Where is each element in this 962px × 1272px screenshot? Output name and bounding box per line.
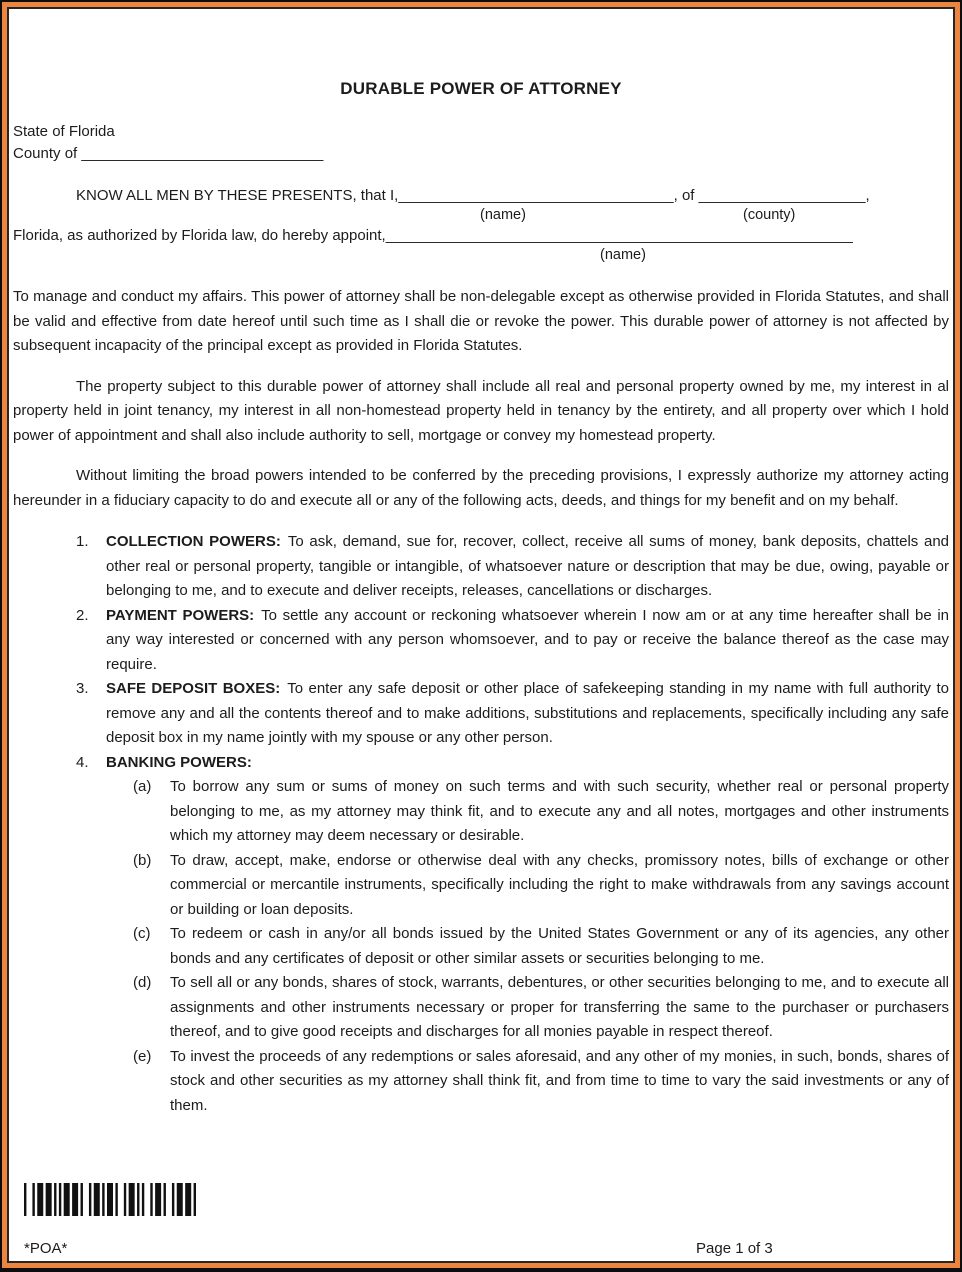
county-caption: (county) xyxy=(743,207,796,223)
page-footer xyxy=(13,1183,949,1258)
power-number: 4. xyxy=(76,753,89,771)
document-content xyxy=(9,78,953,1118)
subitem-marker: (c) xyxy=(133,925,151,942)
power-number: 2. xyxy=(76,606,89,624)
appointment-name-caption: (name) xyxy=(600,247,646,263)
banking-subitem-b xyxy=(13,849,949,923)
attorney-name-blank: ________________________________________________________ xyxy=(385,227,853,244)
caption-row-1 xyxy=(13,206,949,225)
power-heading: BANKING POWERS: xyxy=(106,753,252,771)
barcode xyxy=(24,1183,196,1216)
power-item-safe-deposit xyxy=(13,677,949,751)
subitem-marker: (a) xyxy=(133,778,152,795)
power-text: To settle any account or reckoning whatsoever wherein I now am or at any time hereafter shall be in any way interested or concerned with any person whomsoever, and to pay or receive the balance thereof as the case may require. xyxy=(106,606,949,673)
banking-subitem-d xyxy=(13,971,949,1045)
appointment-prefix: Florida, as authorized by Florida law, do hereby appoint, xyxy=(13,227,386,244)
salutation-line-end: , xyxy=(865,187,870,204)
paragraph-property-subject: The property subject to this durable power of attorney shall include all real and personal property owned by me, my interest in al property held in joint tenancy, my interest in all non-homestead property held in tenancy by the entirety, and all property over which I hold power of appointment and shall also include authority to sell, mortgage or convey my homestead property. xyxy=(13,377,949,444)
name-caption: (name) xyxy=(480,207,526,223)
principal-name-blank: _________________________________ xyxy=(398,187,674,204)
salutation-prefix: KNOW ALL MEN BY THESE PRESENTS, that I, xyxy=(76,187,399,204)
subitem-text: To invest the proceeds of any redemptions or sales aforesaid, and any other of my monies, in such, bonds, shares of stock and other securities as my attorney shall think fit, and from time to time to vary the said investments or any of them. xyxy=(170,1047,949,1114)
county-line xyxy=(13,143,949,165)
subitem-text: To borrow any sum or sums of money on such terms and with such security, whether real or personal property belonging to me, as my attorney may think fit, and to execute any and all notes, mortgages and other instruments which my attorney may deem necessary or desirable. xyxy=(170,778,949,844)
subitem-text: To sell all or any bonds, shares of stock, warrants, debentures, or other securities belonging to me, and to execute all assignments and other instruments necessary or proper for transferring the same to the purchaser or purchasers thereof, and to give good receipts and discharges for all monies payable in respect thereof. xyxy=(170,974,949,1040)
banking-subitem-e xyxy=(13,1045,949,1119)
state-line: State of Florida xyxy=(13,123,115,140)
power-item-banking xyxy=(13,751,949,776)
paragraph-without-limiting: Without limiting the broad powers intended to be conferred by the preceding provisions, I expressly authorize my attorney acting hereunder in a fiduciary capacity to do and execute all or any of the following acts, deeds, and things for my benefit and on my behalf. xyxy=(13,467,949,509)
document-page xyxy=(7,7,955,1263)
venue-block xyxy=(13,121,949,165)
barcode-label: *POA* xyxy=(24,1240,68,1257)
subitem-marker: (e) xyxy=(133,1047,152,1065)
power-heading: COLLECTION POWERS: xyxy=(106,533,281,550)
doc-title: DURABLE POWER OF ATTORNEY xyxy=(340,79,622,98)
banking-subitem-c xyxy=(13,922,949,971)
appointment-line xyxy=(13,225,949,246)
subitem-text: To draw, accept, make, endorse or otherwise deal with any checks, promissory notes, bills of exchange or other commercial or mercantile instruments, specifically including the right to make withdrawals from any savings account or building or loan deposits. xyxy=(170,851,949,918)
power-text: To ask, demand, sue for, recover, collect, receive all sums of money, bank deposits, chattels and other real or personal property, tangible or intangible, of whatsoever nature or description that may be due, owing, payable or belonging to me, and to execute and deliver receipts, releases, cancellations or discharges. xyxy=(106,533,950,599)
caption-row-2 xyxy=(13,246,949,265)
footer-row xyxy=(13,1239,949,1258)
power-text: To enter any safe deposit or other place of safekeeping standing in my name with full authority to remove any and all the contents thereof and to make additions, substitutions and replacements, specifically including any safe deposit box in my name jointly with my spouse or any other person. xyxy=(106,680,949,746)
power-heading: SAFE DEPOSIT BOXES: xyxy=(106,680,281,697)
power-item-payment xyxy=(13,604,949,678)
salutation-block xyxy=(13,185,949,265)
banking-subitem-a xyxy=(13,775,949,849)
powers-list xyxy=(13,530,949,1118)
county-label: County of xyxy=(13,145,82,162)
power-number: 1. xyxy=(76,533,89,550)
subitem-marker: (b) xyxy=(133,851,152,869)
of-connector: , of xyxy=(673,187,699,204)
power-heading: PAYMENT POWERS: xyxy=(106,606,255,624)
power-number: 3. xyxy=(76,680,89,697)
subitem-marker: (d) xyxy=(133,974,152,991)
salutation-line xyxy=(13,185,949,206)
subitem-text: To redeem or cash in any/or all bonds issued by the United States Government or any of its agencies, any other bonds and any certificates of deposit or other similar assets or securities belonging to me. xyxy=(170,925,949,967)
page-indicator: Page 1 of 3 xyxy=(696,1240,773,1257)
power-item-collection xyxy=(13,530,949,604)
county-blank-line: _____________________________ xyxy=(81,145,324,162)
paragraph-manage-affairs: To manage and conduct my affairs. This power of attorney shall be non-delegable except as otherwise provided in Florida Statutes, and shall be valid and effective from date hereof until such time as I shall die or revoke the power. This durable power of attorney is not affected by subsequent incapacity of the principal except as provided in Florida Statutes. xyxy=(13,288,949,354)
county-name-blank: ____________________ xyxy=(698,187,866,204)
